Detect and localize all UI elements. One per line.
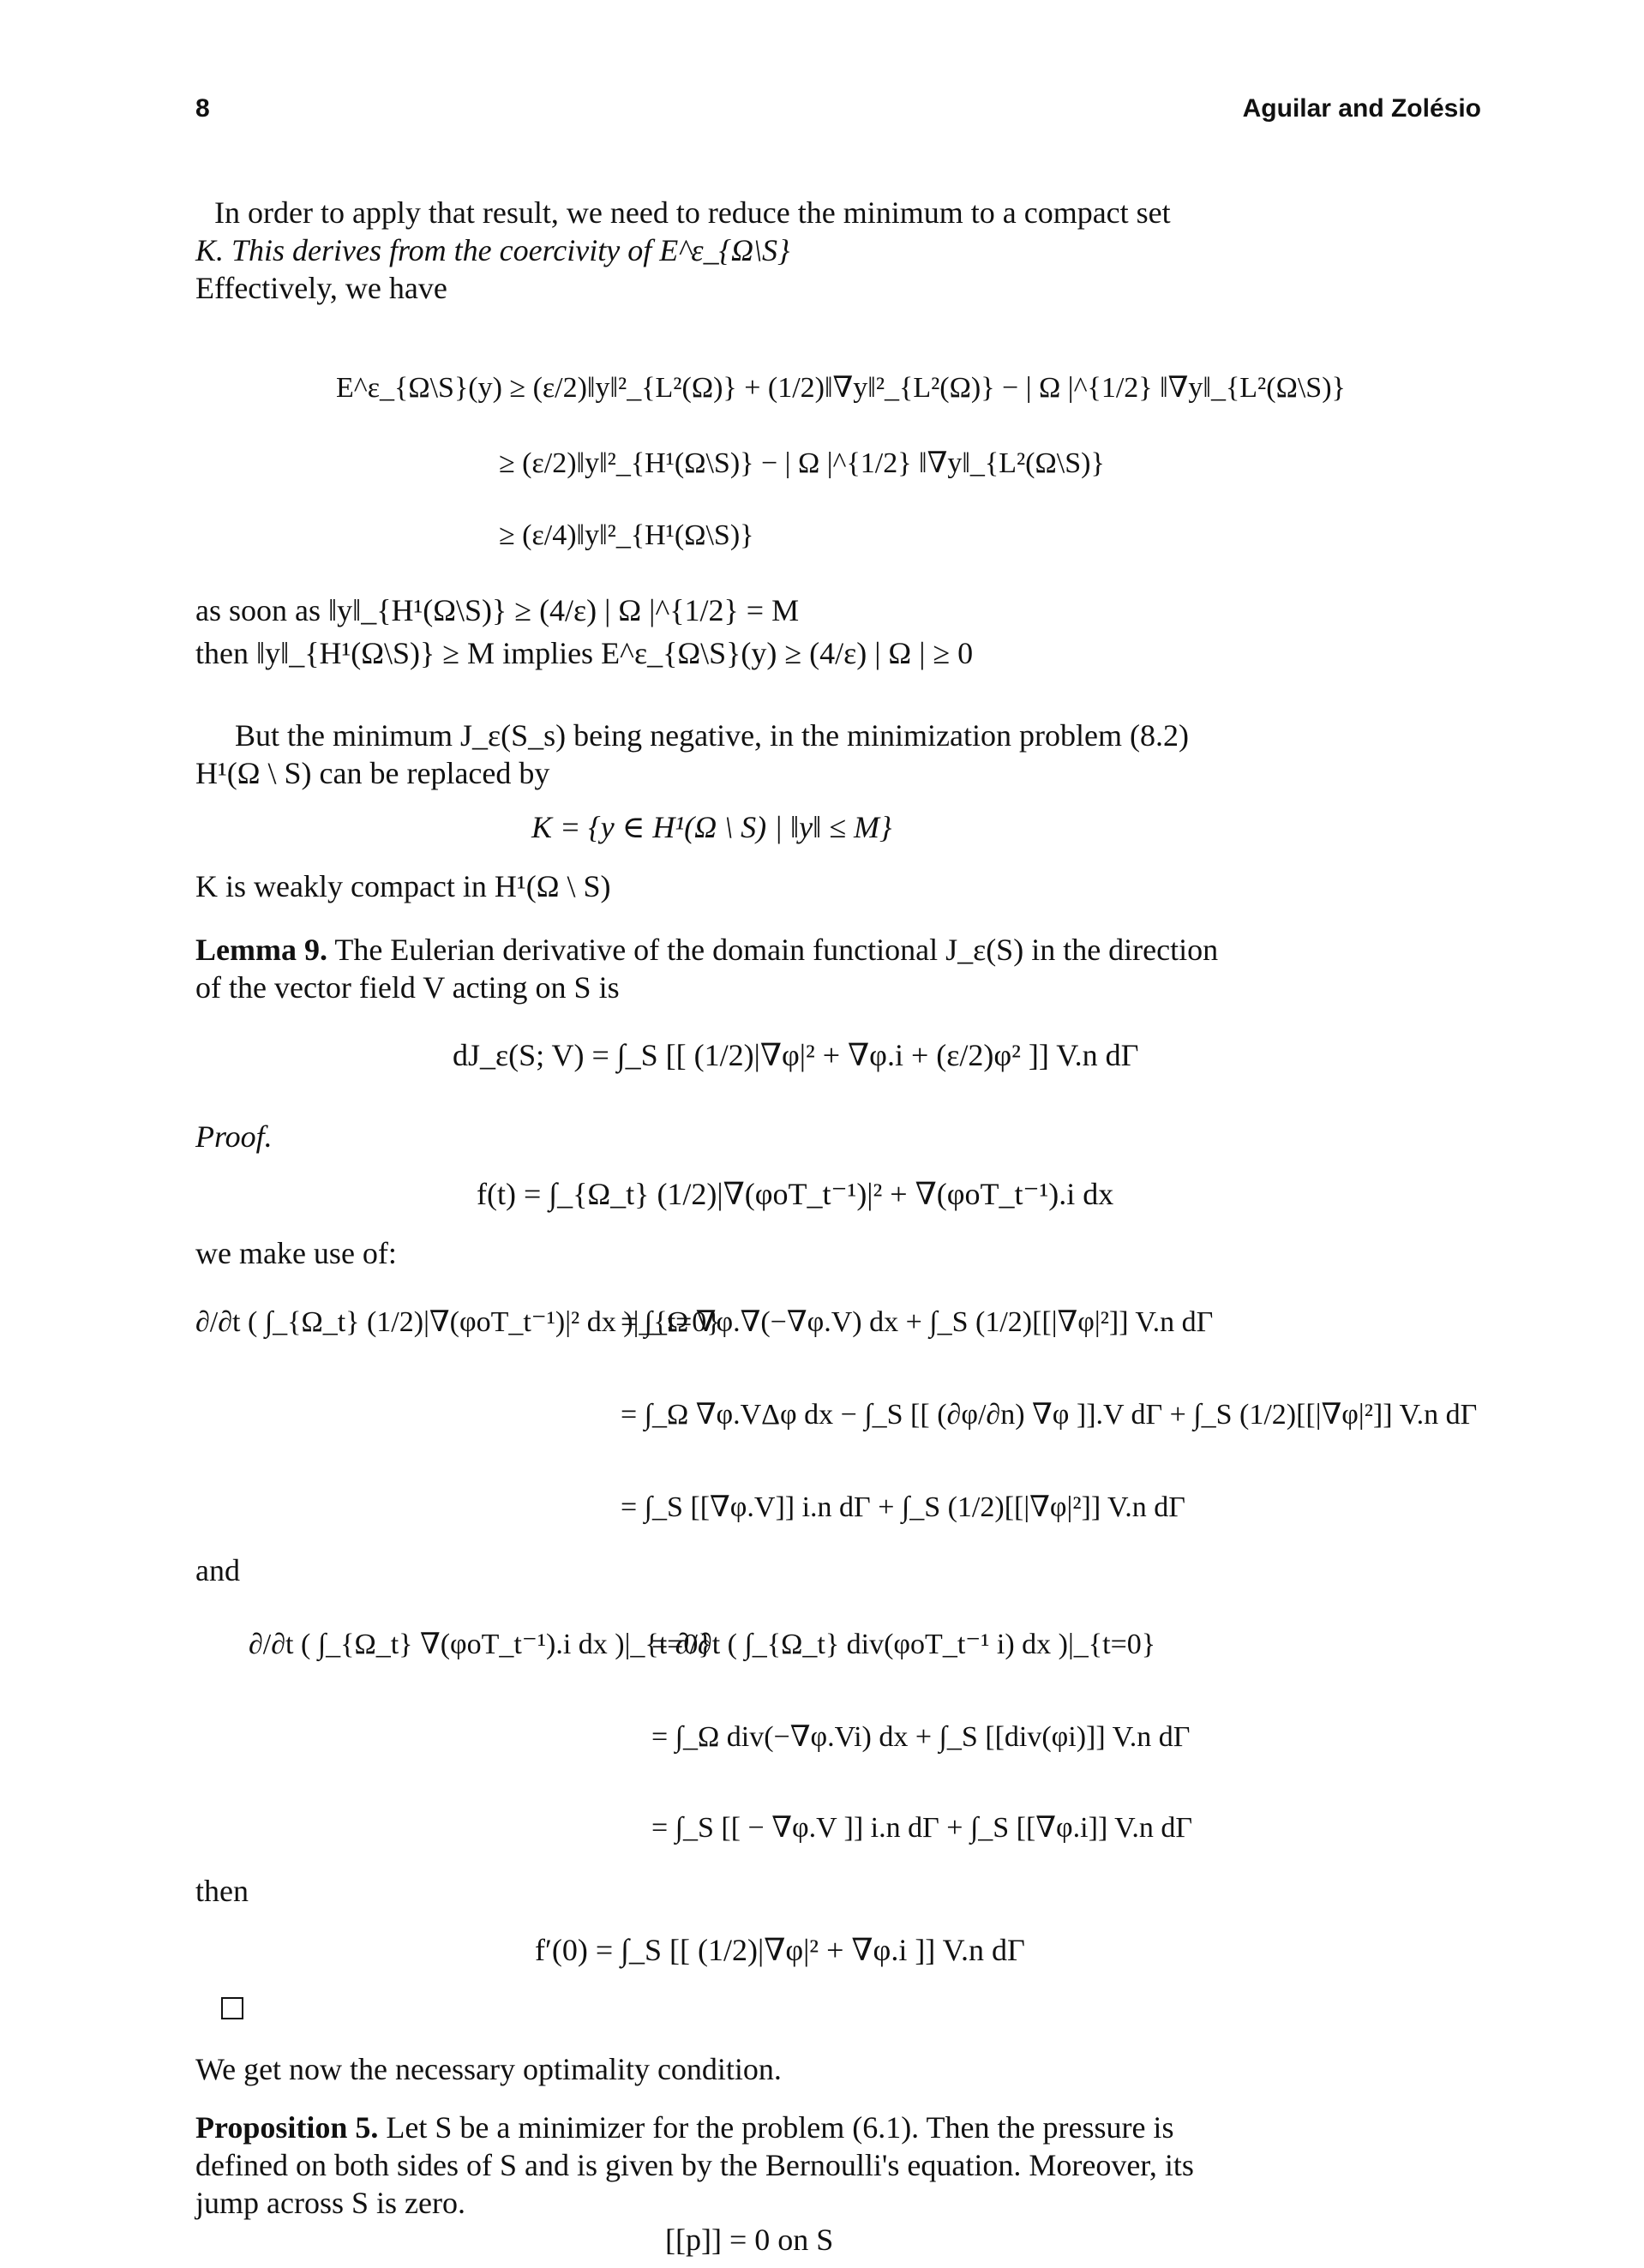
cond-line-2: then ‖y‖_{H¹(Ω\S)} ≥ M implies E^ε_{Ω\S}(y) ≥ (4/ε) | Ω | ≥ 0 (195, 636, 974, 670)
derivative-2-step-2: = ∫_Ω div(−∇φ.Vi) dx + ∫_S [[div(φi)]] V.n dΓ (651, 1721, 1191, 1753)
ft-equation: f(t) = ∫_{Ω_t} (1/2)|∇(φoT_t⁻¹)|² + ∇(φoT_t⁻¹).i dx (477, 1177, 1114, 1211)
set-equation: K = {y ∈ H¹(Ω \ S) | ‖y‖ ≤ M} (531, 810, 892, 844)
lemma-block (195, 931, 1218, 969)
optimality-sentence: We get now the necessary optimality condition. (195, 2052, 782, 2086)
cond-line-1: as soon as ‖y‖_{H¹(Ω\S)} ≥ (4/ε) | Ω |^{1/2} = M (195, 593, 800, 627)
qed-square (221, 1997, 243, 2019)
proposition-text-1: Let S be a minimizer for the problem (6.1). Then the pressure is (386, 2110, 1174, 2145)
proposition-text-2: defined on both sides of S and is given by the Bernoulli's equation. Moreover, its (195, 2148, 1194, 2182)
running-title: Aguilar and Zolésio (1242, 94, 1481, 123)
lemma-text-1: The Eulerian derivative of the domain functional J_ε(S) in the direction (334, 933, 1219, 967)
derivative-2-step-3: = ∫_S [[ − ∇φ.V ]] i.n dΓ + ∫_S [[∇φ.i]] V.n dΓ (651, 1812, 1192, 1844)
pressure-jump-equation: [[p]] = 0 on S (665, 2223, 834, 2257)
intro-line-1: In order to apply that result, we need to reduce the minimum to a compact set (214, 195, 1171, 230)
we-make-use-of: we make use of: (195, 1236, 397, 1270)
proposition-text-3: jump across S is zero. (195, 2186, 465, 2220)
lemma-text-2: of the vector field V acting on S is (195, 970, 620, 1005)
para2-line-2: H¹(Ω \ S) can be replaced by (195, 756, 550, 790)
ineq-row-1: E^ε_{Ω\S}(y) ≥ (ε/2)‖y‖²_{L²(Ω)} + (1/2)‖∇y‖²_{L²(Ω)} − | Ω |^{1/2} ‖∇y‖_{L²(Ω\S)} (336, 372, 1346, 404)
derivative-1-lhs: ∂/∂t ( ∫_{Ω_t} (1/2)|∇(φoT_t⁻¹)|² dx )|_{t=0} (195, 1306, 721, 1338)
derivative-1-step-3: = ∫_S [[∇φ.V]] i.n dΓ + ∫_S (1/2)[[|∇φ|²]] V.n dΓ (621, 1491, 1185, 1523)
and-text: and (195, 1553, 240, 1587)
proposition-label: Proposition 5. (195, 2110, 379, 2145)
lemma-equation: dJ_ε(S; V) = ∫_S [[ (1/2)|∇φ|² + ∇φ.i + (ε/2)φ² ]] V.n dΓ (453, 1038, 1139, 1072)
para2-line-3: K is weakly compact in H¹(Ω \ S) (195, 869, 611, 903)
then-text: then (195, 1874, 249, 1908)
proposition-block (195, 2109, 1173, 2146)
ineq-row-2: ≥ (ε/2)‖y‖²_{H¹(Ω\S)} − | Ω |^{1/2} ‖∇y‖_{L²(Ω\S)} (499, 447, 1105, 479)
derivative-2-step-1: = ∂/∂t ( ∫_{Ω_t} div(φoT_t⁻¹ i) dx )|_{t=0} (651, 1629, 1156, 1660)
ineq-row-3: ≥ (ε/4)‖y‖²_{H¹(Ω\S)} (499, 519, 754, 551)
lemma-label: Lemma 9. (195, 933, 327, 967)
intro-line-3: Effectively, we have (195, 271, 447, 305)
intro-line-2: K. This derives from the coercivity of E^ε_{Ω\S} (195, 233, 790, 267)
page-number: 8 (195, 94, 210, 123)
derivative-2-lhs: ∂/∂t ( ∫_{Ω_t} ∇(φoT_t⁻¹).i dx )|_{t=0} (249, 1629, 712, 1660)
derivative-1-step-1: = ∫_Ω ∇φ.∇(−∇φ.V) dx + ∫_S (1/2)[[|∇φ|²]] V.n dΓ (621, 1306, 1214, 1338)
derivative-1-step-2: = ∫_Ω ∇φ.VΔφ dx − ∫_S [[ (∂φ/∂n) ∇φ ]].V dΓ + ∫_S (1/2)[[|∇φ|²]] V.n dΓ (621, 1399, 1478, 1431)
proof-label: Proof. (195, 1119, 273, 1154)
para2-line-1: But the minimum J_ε(S_s) being negative, in the minimization problem (8.2) (235, 718, 1189, 753)
fprime-equation: f′(0) = ∫_S [[ (1/2)|∇φ|² + ∇φ.i ]] V.n dΓ (535, 1933, 1025, 1967)
